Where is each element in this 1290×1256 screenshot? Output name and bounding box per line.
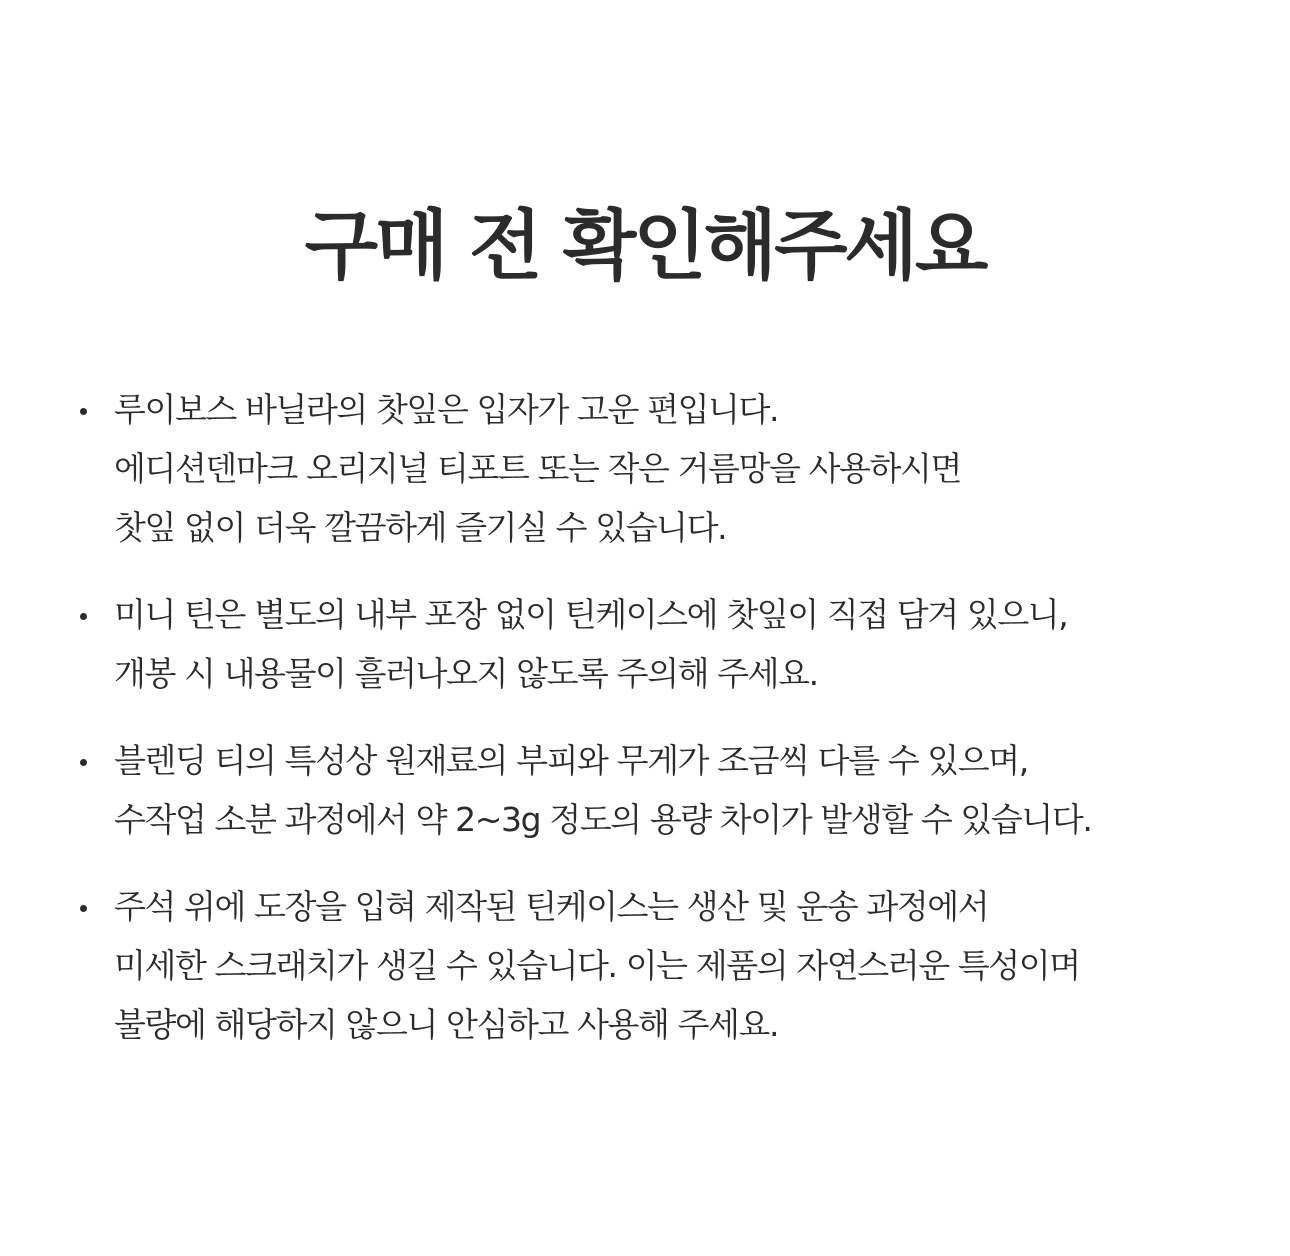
- page-title: 구매 전 확인해주세요: [304, 201, 986, 290]
- notice-item-3: [0, 731, 1290, 849]
- notice-line: 블렌딩 티의 특성상 원재료의 부피와 무게가 조금씩 다를 수 있으며,: [114, 741, 1028, 780]
- notice-line: 에디션덴마크 오리지널 티포트 또는 작은 거름망을 사용하시면: [114, 449, 961, 488]
- notice-line: 찻잎 없이 더욱 깔끔하게 즐기실 수 있습니다.: [114, 508, 727, 547]
- notice-line: 미세한 스크래치가 생길 수 있습니다. 이는 제품의 자연스러운 특성이며: [114, 946, 1080, 985]
- bullet-icon: [80, 613, 87, 620]
- notice-line: 수작업 소분 과정에서 약 2~3g 정도의 용량 차이가 발생할 수 있습니다.: [114, 800, 1092, 839]
- notice-line: 루이보스 바닐라의 찻잎은 입자가 고운 편입니다.: [114, 390, 779, 429]
- notice-item-1: [0, 380, 1290, 557]
- notice-line: 불량에 해당하지 않으니 안심하고 사용해 주세요.: [114, 1005, 779, 1044]
- bullet-icon: [80, 759, 87, 766]
- bullet-icon: [80, 905, 87, 912]
- notice-item-4: [0, 877, 1290, 1054]
- notice-list: [0, 380, 1290, 1082]
- notice-line: 주석 위에 도장을 입혀 제작된 틴케이스는 생산 및 운송 과정에서: [114, 887, 989, 926]
- bullet-icon: [80, 408, 87, 415]
- notice-line: 개봉 시 내용물이 흘러나오지 않도록 주의해 주세요.: [114, 654, 818, 693]
- notice-item-2: [0, 585, 1290, 703]
- notice-line: 미니 틴은 별도의 내부 포장 없이 틴케이스에 찻잎이 직접 담겨 있으니,: [114, 595, 1068, 634]
